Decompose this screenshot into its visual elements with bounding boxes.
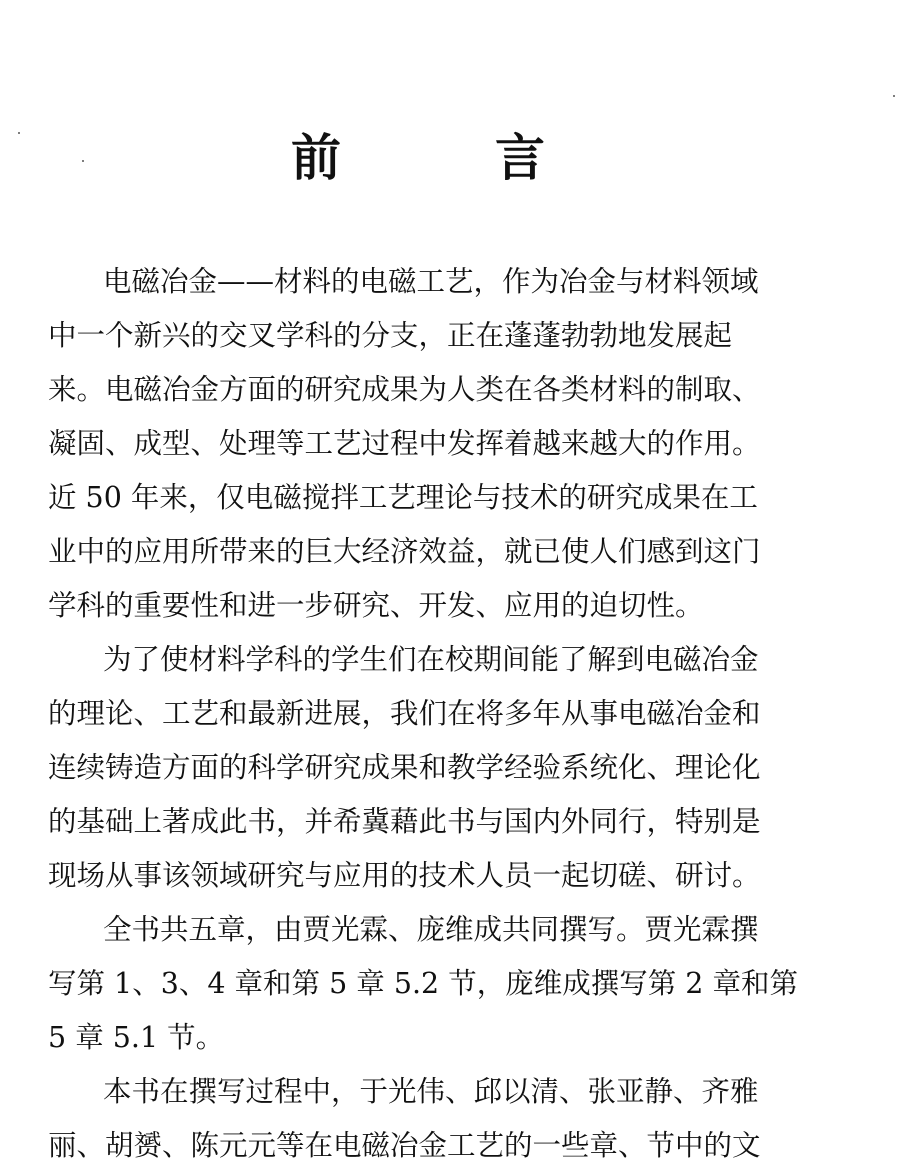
title-char-2: 言 xyxy=(495,128,545,187)
text-line: 学科的重要性和进一步研究、开发、应用的迫切性。 xyxy=(48,589,704,622)
text-line: 的基础上著成此书，并希冀藉此书与国内外同行，特别是 xyxy=(48,805,761,838)
page-title xyxy=(0,118,909,198)
text-line: 写第 1、3、4 章和第 5 章 5.2 节，庞维成撰写第 2 章和第 xyxy=(48,967,798,1000)
text-line: 中一个新兴的交叉学科的分支，正在蓬蓬勃勃地发展起 xyxy=(48,319,733,352)
scan-speck xyxy=(82,160,84,162)
scan-speck xyxy=(893,95,895,97)
text-line: 丽、胡赟、陈元元等在电磁冶金工艺的一些章、节中的文 xyxy=(48,1129,761,1162)
scan-speck xyxy=(18,132,20,134)
text-line: 现场从事该领域研究与应用的技术人员一起切磋、研讨。 xyxy=(48,859,761,892)
text-line: 电磁冶金——材料的电磁工艺，作为冶金与材料领域 xyxy=(103,265,759,298)
text-line: 的理论、工艺和最新进展，我们在将多年从事电磁冶金和 xyxy=(48,697,761,730)
text-line: 连续铸造方面的科学研究成果和教学经验系统化、理论化 xyxy=(48,751,761,784)
text-line: 全书共五章，由贾光霖、庞维成共同撰写。贾光霖撰 xyxy=(103,913,759,946)
text-line: 本书在撰写过程中，于光伟、邱以清、张亚静、齐雅 xyxy=(103,1075,759,1108)
text-line: 5 章 5.1 节。 xyxy=(48,1021,225,1054)
text-line: 为了使材料学科的学生们在校期间能了解到电磁冶金 xyxy=(103,643,759,676)
text-line: 业中的应用所带来的巨大经济效益，就已使人们感到这门 xyxy=(48,535,761,568)
text-line: 来。电磁冶金方面的研究成果为人类在各类材料的制取、 xyxy=(48,373,761,406)
text-line: 近 50 年来，仅电磁搅拌工艺理论与技术的研究成果在工 xyxy=(48,481,758,514)
text-line: 凝固、成型、处理等工艺过程中发挥着越来越大的作用。 xyxy=(48,427,761,460)
title-char-1: 前 xyxy=(291,128,341,187)
